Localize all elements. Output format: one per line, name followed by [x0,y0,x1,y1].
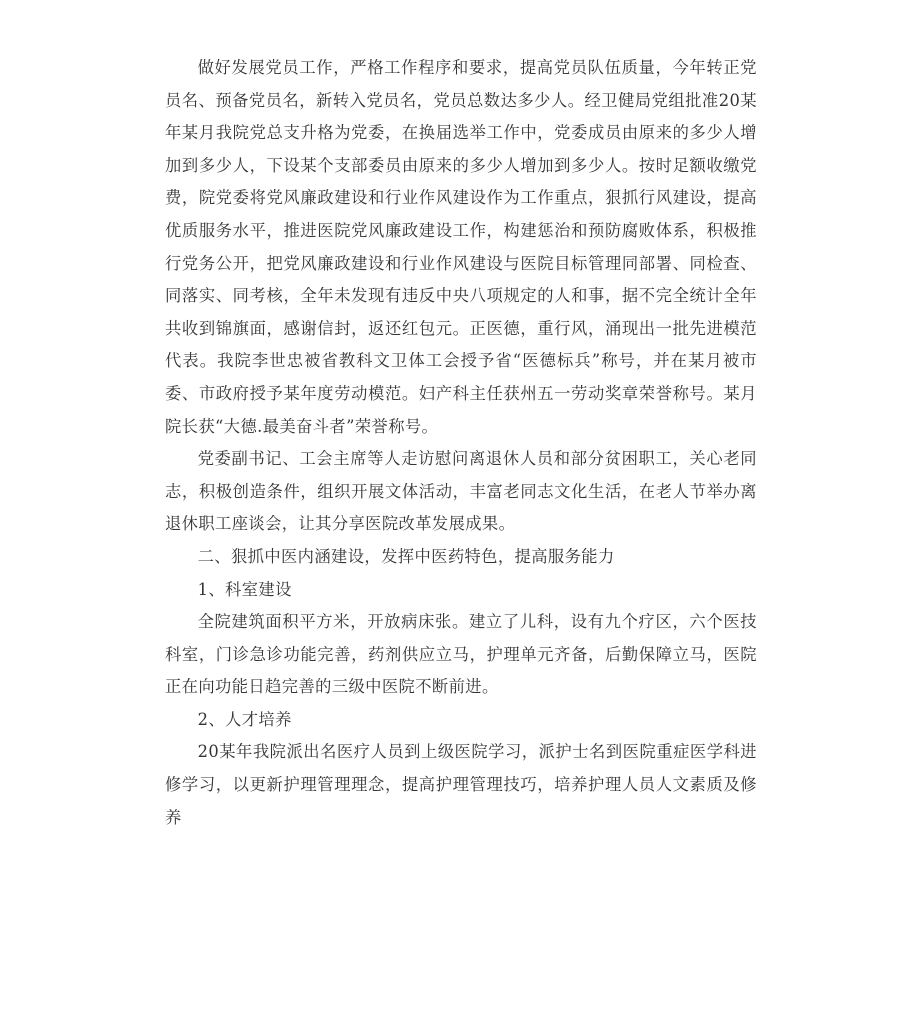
subheading-talent-training: 2、人才培养 [197,709,292,729]
paragraph-party-member-development: 做好发展党员工作，严格工作程序和要求，提高党员队伍质量，今年转正党员名、预备党员名，新转入党员名，党员总数达多少人。经卫健局党组批准20某年某月我院党总支升格为党委，在换届选举工作中，党委成员由原来的多少人增加到多少人，下设某个支部委员由原来的多少人增加到多少人。按时足额收缴党费，院党委将党风廉政建设和行业作风建设作为工作重点，狠抓行风建设，提高优质服务水平，推进医院党风廉政建设工作，构建惩治和预防腐败体系，积极推行党务公开，把党风廉政建设和行业作风建设与医院目标管理同部署、同检查、同落实、同考核，全年未发现有违反中央八项规定的人和事，据不完全统计全年共收到锦旗面，感谢信封，返还红包元。正医德，重行风，涌现出一批先进模范代表。我院李世忠被省教科文卫体工会授予省“医德标兵”称号，并在某月被市委、市政府授予某年度劳动模范。妇产科主任获州五一劳动奖章荣誉称号。某月院长获“大德.最美奋斗者”荣誉称号。 [165,58,757,436]
paragraph-retiree-care: 党委副书记、工会主席等人走访慰问离退休人员和部分贫困职工，关心老同志，积极创造条件，组织开展文体活动，丰富老同志文化生活，在老人节举办离退休职工座谈会，让其分享医院改革发展成果。 [165,449,757,534]
subheading-department-construction: 1、科室建设 [197,579,292,599]
paragraph-talent-training: 20某年我院派出名医疗人员到上级医院学习，派护士名到医院重症医学科进修学习，以更新护理管理理念，提高护理管理技巧，培养护理人员人文素质及修养 [165,742,757,827]
document-body [165,52,757,834]
paragraph-department-construction: 全院建筑面积平方米，开放病床张。建立了儿科，设有九个疗区，六个医技科室，门诊急诊功能完善，药剂供应立马，护理单元齐备，后勤保障立马，医院正在向功能日趋完善的三级中医院不断前进。 [165,612,757,697]
section-heading-tcm-construction: 二、狠抓中医内涵建设，发挥中医药特色，提高服务能力 [197,546,615,566]
